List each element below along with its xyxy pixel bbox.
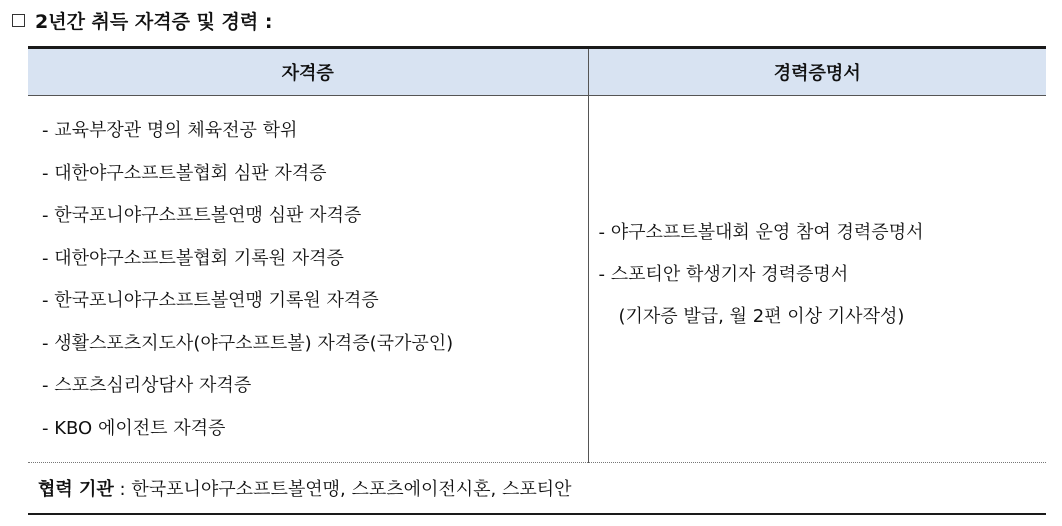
certificate-item: - 한국포니야구소프트볼연맹 기록원 자격증 — [42, 290, 379, 311]
partners-row — [28, 463, 1046, 515]
section-heading — [12, 8, 272, 32]
partners-cell — [28, 463, 1046, 515]
certificate-item: - 스포츠심리상담사 자격증 — [42, 375, 252, 396]
checkbox-icon — [12, 14, 25, 27]
partners-label: 협력 기관 — [38, 479, 114, 500]
certificate-item: - KBO 에이전트 자격증 — [42, 417, 226, 439]
partners-separator: : — [113, 479, 132, 500]
career-cell — [588, 96, 1046, 463]
career-item-note: (기자증 발급, 월 2편 이상 기사작성) — [618, 306, 905, 327]
career-item: - 야구소프트볼대회 운영 참여 경력증명서 — [598, 222, 924, 243]
certificates-cell — [28, 96, 588, 463]
header-certificates: 자격증 — [28, 48, 588, 96]
certificate-item: - 대한야구소프트볼협회 기록원 자격증 — [42, 247, 344, 269]
header-career: 경력증명서 — [588, 48, 1046, 96]
certificate-item: - 교육부장관 명의 체육전공 학위 — [42, 120, 298, 141]
table-body-row — [28, 96, 1046, 463]
partners-value: 한국포니야구소프트볼연맹, 스포츠에이전시혼, 스포티안 — [131, 479, 572, 500]
career-item: - 스포티안 학생기자 경력증명서 — [598, 264, 849, 285]
table-header-row — [28, 48, 1046, 96]
certificates-career-table — [28, 46, 1046, 515]
certificate-item: - 한국포니야구소프트볼연맹 심판 자격증 — [42, 205, 362, 226]
section-heading-text: 2년간 취득 자격증 및 경력 : — [35, 10, 273, 33]
certificate-item: - 생활스포츠지도사(야구소프트볼) 자격증(국가공인) — [42, 332, 454, 354]
certificate-item: - 대한야구소프트볼협회 심판 자격증 — [42, 162, 327, 184]
